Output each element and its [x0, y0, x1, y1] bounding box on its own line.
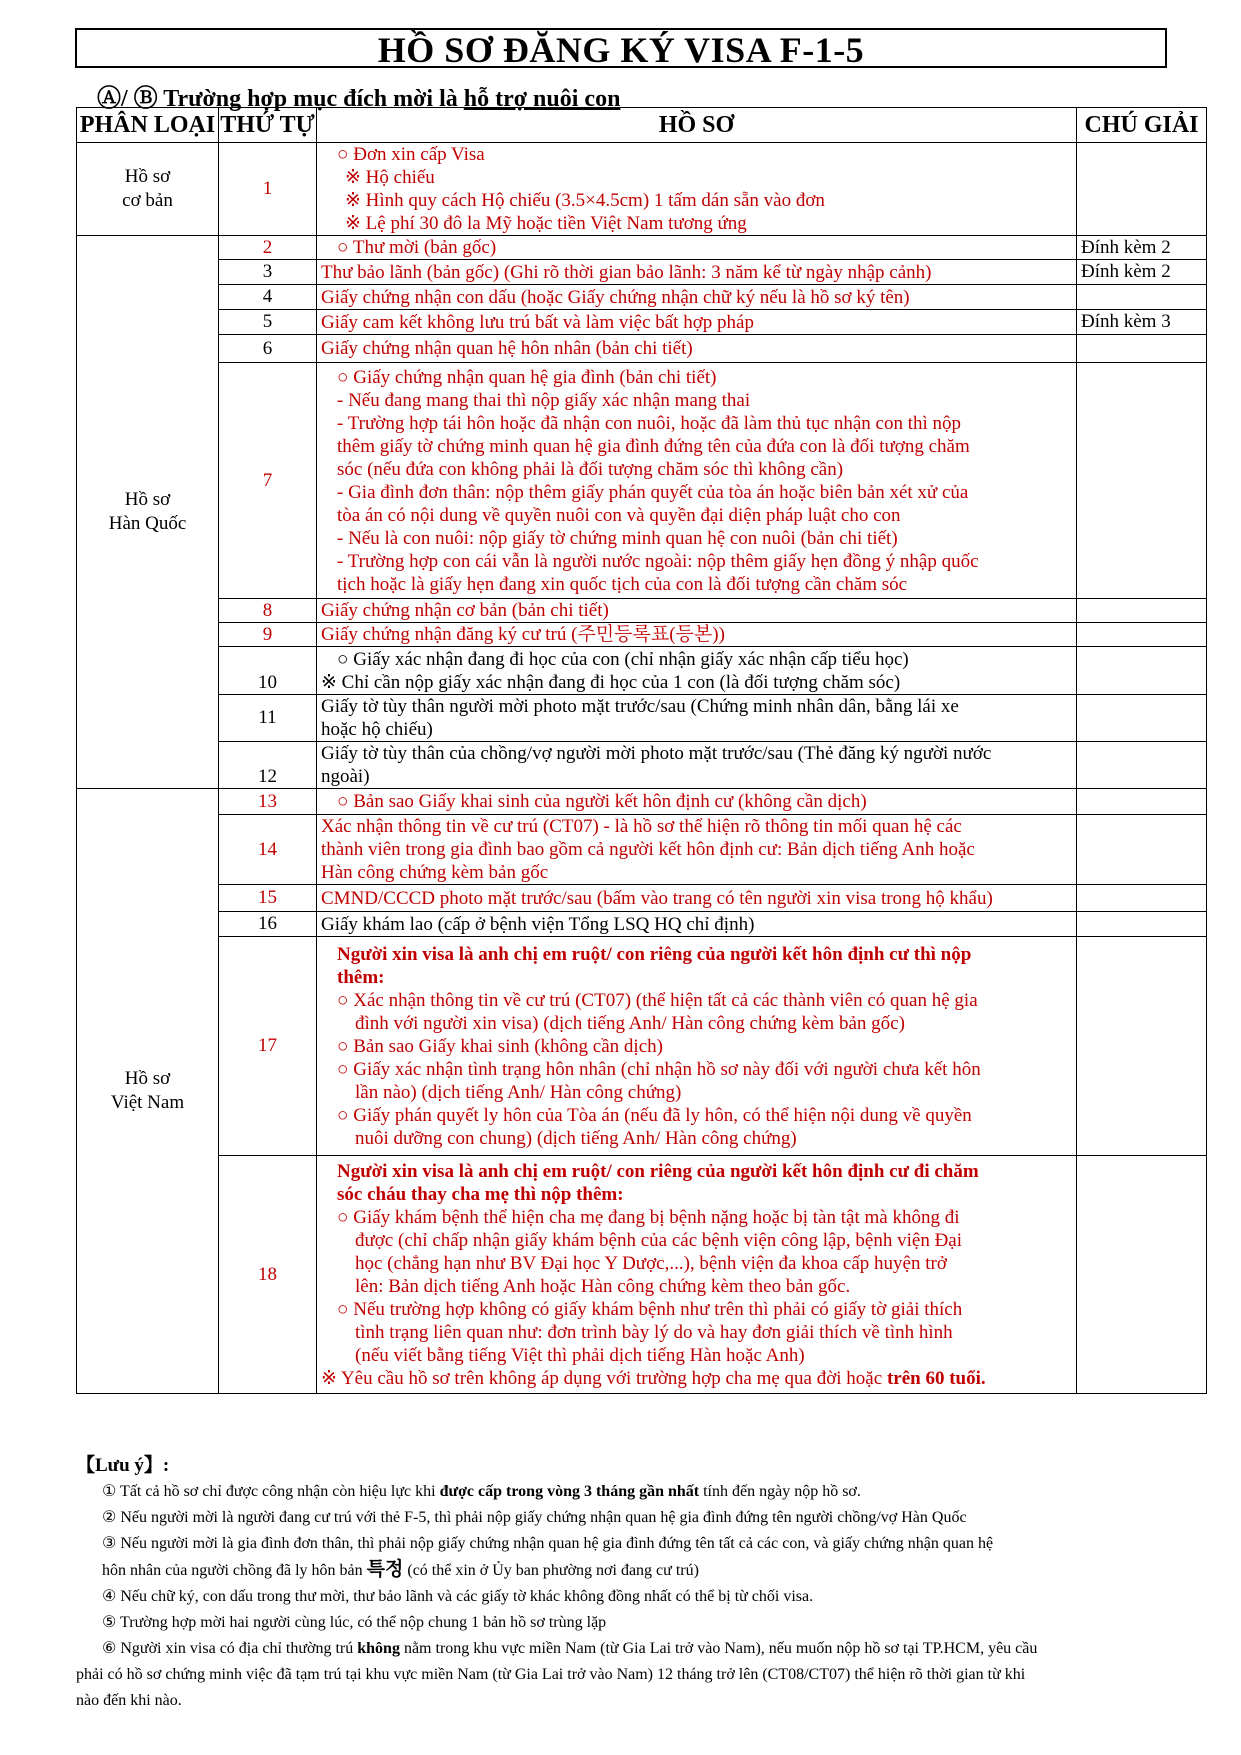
row-number: 4	[219, 285, 317, 310]
row-note	[1077, 742, 1207, 789]
doc-line: ngoài)	[321, 766, 370, 787]
doc-line: Giấy tờ tùy thân người mời photo mặt trước/sau (Chứng minh nhân dân, bằng lái xe	[321, 696, 959, 717]
doc-line: học (chẳng hạn như BV Đại học Y Dược,...), bệnh viện đa khoa cấp huyện trở	[355, 1252, 947, 1274]
row-docs	[317, 789, 1077, 815]
doc-line: - Gia đình đơn thân: nộp thêm giấy phán quyết của tòa án hoặc biên bản xét xử của	[337, 481, 969, 503]
doc-line: tòa án có nội dung về quyền nuôi con và quyền đại diện pháp luật cho con	[337, 504, 901, 526]
doc-line: sóc (nếu đứa con không phải là đối tượng chăm sóc thì không cần)	[337, 458, 844, 480]
note-text: ① Tất cả hồ sơ chỉ được công nhận còn hiệu lực khi	[102, 1483, 440, 1500]
table-row	[77, 789, 1207, 815]
doc-line: - Trường hợp con cái vẫn là người nước ngoài: nộp thêm giấy hẹn đồng ý nhập quốc	[337, 550, 979, 572]
note-item-4: ④ Nếu chữ ký, con dấu trong thư mời, thư bảo lãnh và các giấy tờ khác không đồng nhất có thể bị từ chối visa.	[102, 1588, 814, 1605]
row-docs: CMND/CCCD photo mặt trước/sau (bấm vào trang có tên người xin visa trong hộ khẩu)	[317, 885, 1077, 912]
row-note	[1077, 912, 1207, 937]
doc-line: ※ Hình quy cách Hộ chiếu (3.5×4.5cm) 1 tấm dán sẵn vào đơn	[345, 190, 825, 211]
row-number: 2	[219, 236, 317, 260]
doc-line: thêm giấy tờ chứng minh quan hệ gia đình đứng tên của đứa con là đối tượng chăm	[337, 435, 970, 457]
table-row	[77, 742, 1207, 789]
header-docs: HỒ SƠ	[317, 108, 1077, 143]
row-note	[1077, 885, 1207, 912]
doc-heading: sóc cháu thay cha mẹ thì nộp thêm:	[337, 1183, 624, 1205]
subtitle-underlined: hỗ trợ nuôi con	[463, 86, 621, 112]
doc-line: tình trạng liên quan như: đơn trình bày lý do và hay đơn giải thích về tình hình	[355, 1321, 953, 1343]
row-number: 14	[219, 815, 317, 885]
doc-line: ○ Giấy xác nhận tình trạng hôn nhân (chỉ nhận hồ sơ này đối với người chưa kết hôn	[337, 1058, 981, 1080]
subtitle-prefix: Ⓐ/ Ⓑ Trường hợp mục đích mời là	[97, 86, 464, 112]
row-note	[1077, 647, 1207, 695]
note-item-2: ② Nếu người mời là người đang cư trú với thẻ F-5, thì phải nộp giấy chứng nhận quan hệ gia đình đứng tên người chồng/vợ Hàn Quốc	[102, 1509, 967, 1526]
row-note	[1077, 1156, 1207, 1394]
row-docs	[317, 143, 1077, 236]
note-item-6-line3: nào đến khi nào.	[76, 1692, 182, 1709]
doc-heading: thêm:	[337, 966, 385, 988]
row-docs	[317, 363, 1077, 599]
row-docs	[317, 742, 1077, 789]
doc-footer-bold: trên 60 tuổi.	[886, 1367, 986, 1389]
table-row	[77, 1156, 1207, 1394]
table-row	[77, 623, 1207, 647]
row-docs: Giấy chứng nhận con dấu (hoặc Giấy chứng nhận chữ ký nếu là hồ sơ ký tên)	[317, 285, 1077, 310]
category-basic-line2: cơ bản	[122, 190, 173, 211]
doc-line: lên: Bản dịch tiếng Anh hoặc Hàn công chứng kèm theo bản gốc.	[355, 1275, 851, 1297]
note-item-6	[76, 1636, 1216, 1662]
doc-line: - Trường hợp tái hôn hoặc đã nhận con nuôi, hoặc đã làm thủ tục nhận con thì nộp	[337, 412, 962, 434]
row-note	[1077, 599, 1207, 623]
row-note	[1077, 695, 1207, 742]
doc-line: được (chỉ chấp nhận giấy khám bệnh của các bệnh viện công lập, bệnh viện Đại	[355, 1229, 963, 1251]
row-number: 6	[219, 335, 317, 363]
row-note: Đính kèm 3	[1077, 310, 1207, 335]
row-number: 16	[219, 912, 317, 937]
note-text: nằm trong khu vực miền Nam (từ Gia Lai trở vào Nam), nếu muốn nộp hồ sơ tại TP.HCM, yêu cầu	[399, 1640, 1038, 1657]
row-docs	[317, 236, 1077, 260]
table-row	[77, 236, 1207, 260]
note-text: (có thể xin ở Ủy ban phường nơi đang cư trú)	[403, 1562, 699, 1579]
row-note: Đính kèm 2	[1077, 260, 1207, 285]
doc-line: hoặc hộ chiếu)	[321, 719, 433, 740]
doc-line: Giấy tờ tùy thân của chồng/vợ người mời photo mặt trước/sau (Thẻ đăng ký người nước	[321, 743, 992, 764]
doc-line: ○ Thư mời (bản gốc)	[337, 237, 497, 258]
row-number: 9	[219, 623, 317, 647]
doc-line: ○ Bản sao Giấy khai sinh (không cần dịch)	[337, 1035, 663, 1057]
table-row	[77, 260, 1207, 285]
category-korea	[77, 236, 219, 789]
note-text: ⑥ Người xin visa có địa chỉ thường trú	[102, 1640, 358, 1657]
table-header-row	[77, 108, 1207, 143]
doc-heading: Người xin visa là anh chị em ruột/ con riêng của người kết hôn định cư thì nộp	[337, 943, 972, 965]
note-text: hôn nhân của người chồng đã ly hôn bản	[102, 1562, 367, 1579]
doc-line: Xác nhận thông tin về cư trú (CT07) - là hồ sơ thể hiện rõ thông tin mối quan hệ các	[321, 816, 962, 837]
category-korea-line1: Hồ sơ	[124, 489, 171, 510]
row-docs	[317, 647, 1077, 695]
row-number: 15	[219, 885, 317, 912]
doc-line: ※ Lệ phí 30 đô la Mỹ hoặc tiền Việt Nam tương ứng	[345, 213, 747, 234]
note-korean: 특정	[366, 1559, 404, 1580]
row-number: 17	[219, 937, 317, 1156]
doc-line: ○ Giấy xác nhận đang đi học của con (chỉ nhận giấy xác nhận cấp tiểu học)	[337, 648, 909, 670]
note-item-3: ③ Nếu người mời là gia đình đơn thân, thì phải nộp giấy chứng nhận quan hệ gia đình đứng tên tất cả các con, và giấy chứng nhận quan hệ	[102, 1535, 994, 1552]
note-item-5: ⑤ Trường hợp mời hai người cùng lúc, có thể nộp chung 1 bản hồ sơ trùng lặp	[102, 1614, 607, 1631]
row-note	[1077, 623, 1207, 647]
doc-line: đình với người xin visa) (dịch tiếng Anh/ Hàn công chứng kèm bản gốc)	[355, 1012, 905, 1034]
doc-line: ○ Giấy chứng nhận quan hệ gia đình (bản chi tiết)	[337, 366, 717, 388]
row-docs	[317, 1156, 1077, 1394]
row-docs	[317, 815, 1077, 885]
row-number: 11	[219, 695, 317, 742]
doc-line: ○ Giấy khám bệnh thể hiện cha mẹ đang bị bệnh nặng hoặc bị tàn tật mà không đi	[337, 1206, 960, 1228]
note-bold: không	[357, 1640, 400, 1657]
doc-line: ○ Xác nhận thông tin về cư trú (CT07) (thể hiện tất cả các thành viên có quan hệ gia	[337, 989, 978, 1011]
row-docs: Giấy khám lao (cấp ở bệnh viện Tổng LSQ HQ chỉ định)	[317, 912, 1077, 937]
note-bold: được cấp trong vòng 3 tháng gần nhất	[439, 1483, 700, 1500]
row-docs: Giấy chứng nhận quan hệ hôn nhân (bản chi tiết)	[317, 335, 1077, 363]
table-row	[77, 937, 1207, 1156]
note-item-3-cont	[76, 1557, 1216, 1584]
category-basic-line1: Hồ sơ	[124, 166, 171, 187]
row-number: 7	[219, 363, 317, 599]
row-number: 13	[219, 789, 317, 815]
doc-line: ○ Bản sao Giấy khai sinh của người kết hôn định cư (không cần dịch)	[337, 791, 867, 812]
doc-line: - Nếu là con nuôi: nộp giấy tờ chứng minh quan hệ con nuôi (bản chi tiết)	[337, 527, 898, 549]
doc-line: thành viên trong gia đình bao gồm cả người kết hôn định cư: Bản dịch tiếng Anh hoặc	[321, 839, 975, 860]
doc-line: lần nào) (dịch tiếng Anh/ Hàn công chứng)	[355, 1081, 682, 1103]
doc-line: ○ Đơn xin cấp Visa	[337, 144, 485, 165]
row-number: 1	[219, 143, 317, 236]
doc-line: ※ Chỉ cần nộp giấy xác nhận đang đi học của 1 con (là đối tượng chăm sóc)	[321, 671, 901, 693]
row-note	[1077, 937, 1207, 1156]
page-title: HỒ SƠ ĐĂNG KÝ VISA F-1-5	[75, 28, 1167, 68]
row-note	[1077, 363, 1207, 599]
row-note: Đính kèm 2	[1077, 236, 1207, 260]
category-vietnam-line2: Việt Nam	[110, 1092, 185, 1113]
category-korea-line2: Hàn Quốc	[108, 513, 187, 534]
row-docs: Giấy cam kết không lưu trú bất và làm việc bất hợp pháp	[317, 310, 1077, 335]
row-docs	[317, 937, 1077, 1156]
category-vietnam	[77, 789, 219, 1394]
doc-footer	[321, 1367, 1072, 1390]
table-row	[77, 599, 1207, 623]
row-docs: Giấy chứng nhận cơ bản (bản chi tiết)	[317, 599, 1077, 623]
row-docs: Giấy chứng nhận đăng ký cư trú (주민등록표(등본))	[317, 623, 1077, 647]
row-number: 5	[219, 310, 317, 335]
doc-line: ○ Nếu trường hợp không có giấy khám bệnh như trên thì phải có giấy tờ giải thích	[337, 1298, 963, 1320]
row-note	[1077, 285, 1207, 310]
row-number: 8	[219, 599, 317, 623]
table-row	[77, 647, 1207, 695]
table-row	[77, 885, 1207, 912]
row-docs: Thư bảo lãnh (bản gốc) (Ghi rõ thời gian bảo lãnh: 3 năm kể từ ngày nhập cảnh)	[317, 260, 1077, 285]
table-row	[77, 695, 1207, 742]
notes-section	[76, 1453, 1216, 1714]
note-item-1	[76, 1479, 1216, 1505]
header-category: PHÂN LOẠI	[77, 108, 219, 143]
category-basic	[77, 143, 219, 236]
row-note	[1077, 815, 1207, 885]
doc-line: tịch hoặc là giấy hẹn đang xin quốc tịch của con là đối tượng cần chăm sóc	[337, 573, 908, 595]
doc-line: ※ Hộ chiếu	[345, 167, 435, 188]
header-note: CHÚ GIẢI	[1077, 108, 1207, 143]
table-row	[77, 285, 1207, 310]
category-vietnam-line1: Hồ sơ	[124, 1068, 171, 1089]
table-row	[77, 815, 1207, 885]
row-number: 18	[219, 1156, 317, 1394]
row-number: 12	[219, 742, 317, 789]
table-row	[77, 335, 1207, 363]
table-row	[77, 363, 1207, 599]
notes-heading: 【Lưu ý】:	[76, 1455, 170, 1476]
row-note	[1077, 789, 1207, 815]
table-row	[77, 912, 1207, 937]
doc-footer-prefix: ※ Yêu cầu hồ sơ trên không áp dụng với trường hợp cha mẹ qua đời hoặc	[321, 1367, 887, 1389]
table-row	[77, 143, 1207, 236]
doc-line: (nếu viết bằng tiếng Việt thì phải dịch tiếng Hàn hoặc Anh)	[355, 1344, 805, 1366]
row-number: 3	[219, 260, 317, 285]
table-row	[77, 310, 1207, 335]
row-note	[1077, 335, 1207, 363]
header-order: THỨ TỰ	[219, 108, 317, 143]
doc-line: - Nếu đang mang thai thì nộp giấy xác nhận mang thai	[337, 389, 751, 411]
doc-line: ○ Giấy phán quyết ly hôn của Tòa án (nếu đã ly hôn, có thể hiện nội dung về quyền	[337, 1104, 972, 1126]
doc-line: Hàn công chứng kèm bản gốc	[321, 862, 549, 883]
row-number: 10	[219, 647, 317, 695]
document-table	[76, 107, 1207, 1394]
doc-heading: Người xin visa là anh chị em ruột/ con riêng của người kết hôn định cư đi chăm	[337, 1160, 979, 1182]
row-note	[1077, 143, 1207, 236]
note-item-6-line2: phải có hồ sơ chứng minh việc đã tạm trú tại khu vực miền Nam (từ Gia Lai trở vào Nam) 12 tháng trở lên (CT08/CT07) thể hiện rõ thời gian từ khi	[76, 1666, 1026, 1683]
doc-line: nuôi dưỡng con chung) (dịch tiếng Anh/ Hàn công chứng)	[355, 1127, 797, 1149]
row-docs	[317, 695, 1077, 742]
note-text: tính đến ngày nộp hồ sơ.	[699, 1483, 861, 1500]
